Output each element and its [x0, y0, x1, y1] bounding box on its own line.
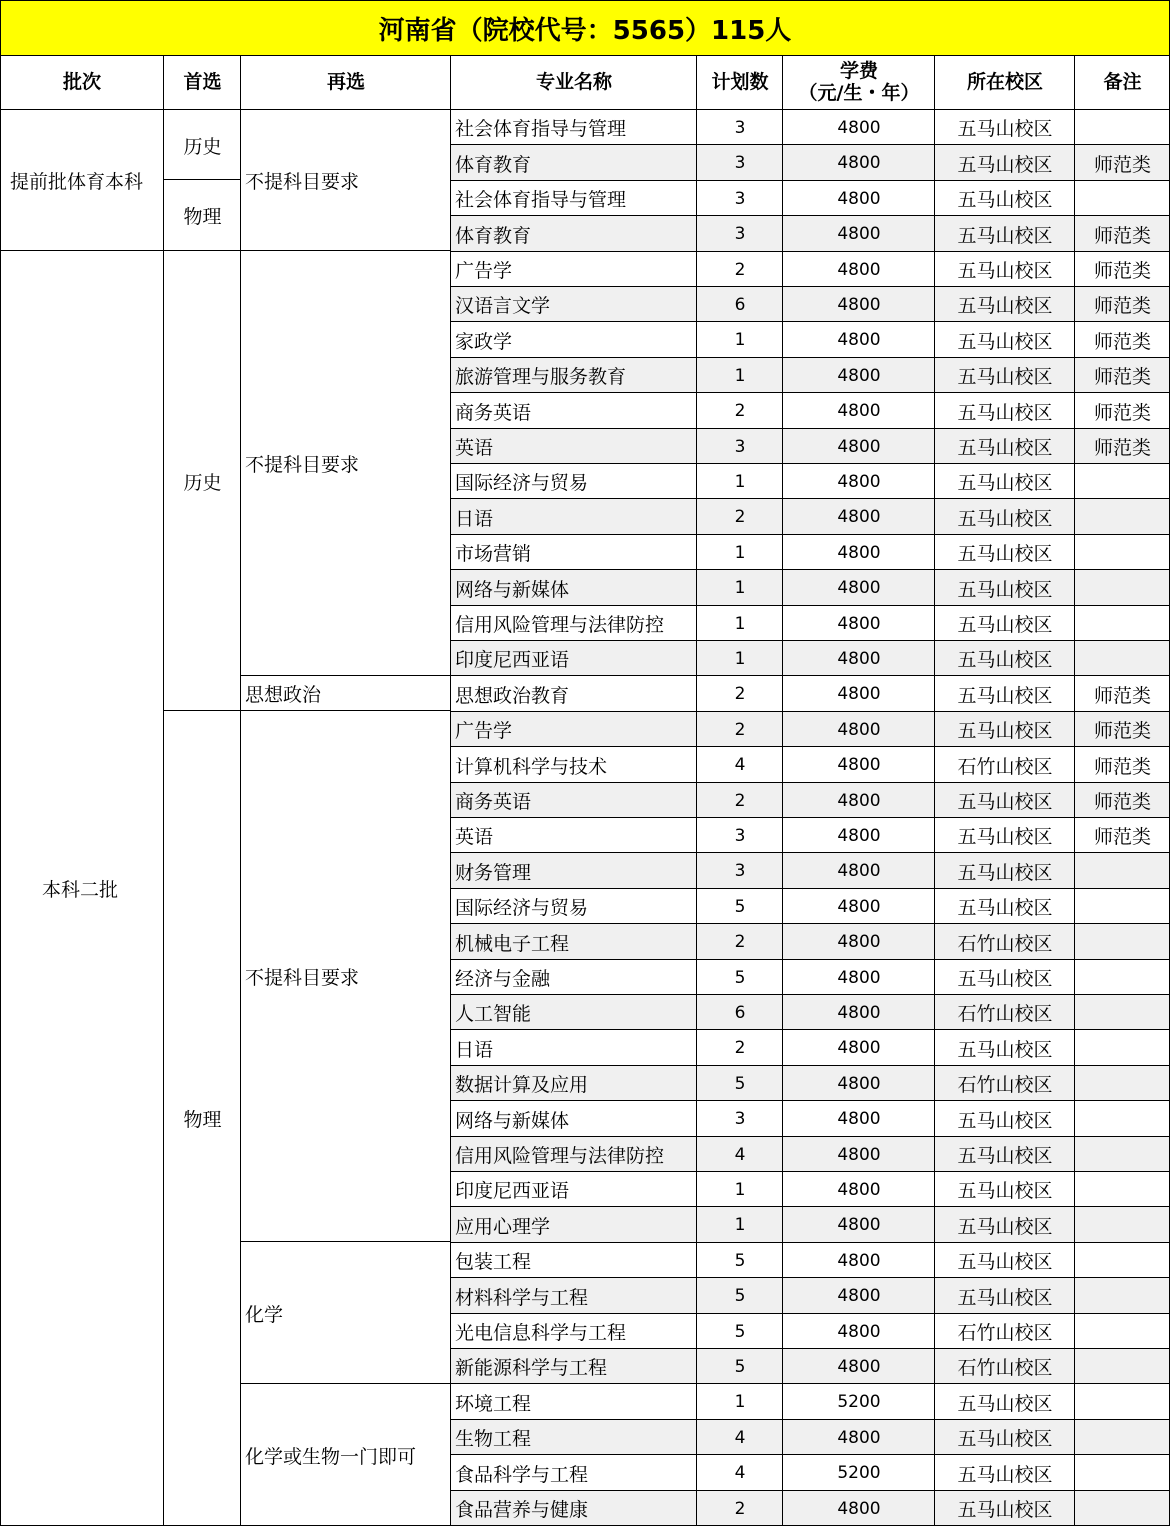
plan-cell: 3: [697, 216, 783, 252]
grid-line: [451, 144, 1170, 145]
grid-line: [451, 286, 1170, 287]
grid-line: [696, 56, 697, 1526]
campus-cell: 五马山校区: [957, 684, 1053, 707]
note-cell: 师范类: [1075, 145, 1170, 181]
fee-cell: 4800: [783, 783, 935, 818]
note-cell: [1075, 1384, 1170, 1420]
note-cell: [1075, 606, 1170, 641]
header-second-subject: 再选: [326, 71, 365, 94]
note-cell: 师范类: [1093, 684, 1151, 707]
plan-cell: 2: [734, 259, 746, 280]
grid-line: [0, 55, 1170, 56]
fee-cell: 5200: [837, 1392, 881, 1412]
major-cell: 财务管理: [451, 853, 697, 889]
grid-line: [451, 180, 1170, 181]
fee-cell: 4800: [837, 1321, 881, 1342]
note-cell: [1075, 1455, 1170, 1491]
second-subject-cell: 化学: [245, 1303, 284, 1326]
campus-cell: 石竹山校区: [935, 1349, 1075, 1384]
fee-cell: 4800: [783, 287, 935, 322]
campus-cell: 五马山校区: [957, 968, 1053, 990]
grid-line: [450, 56, 451, 1526]
grid-line: [451, 959, 1170, 960]
plan-cell: 3: [697, 853, 783, 889]
grid-line: [451, 215, 1170, 216]
header-major: 专业名称: [535, 71, 612, 94]
fee-cell: 4800: [783, 145, 935, 181]
major-cell: 光电信息科学与工程: [455, 1322, 627, 1344]
grid-line: [164, 710, 451, 711]
major-cell: 食品营养与健康: [451, 1491, 697, 1526]
grid-line: [451, 569, 1170, 570]
campus-cell: 五马山校区: [935, 499, 1075, 535]
header-fee-line1: 学费: [839, 60, 878, 83]
campus-cell: 五马山校区: [957, 897, 1053, 919]
grid-line: [451, 1277, 1170, 1278]
fee-cell: 4800: [837, 401, 881, 421]
note-cell: [1075, 535, 1170, 570]
grid-line: [163, 56, 164, 1526]
grid-line: [451, 1065, 1170, 1066]
campus-cell: 五马山校区: [935, 145, 1075, 181]
plan-cell: 5: [734, 1250, 746, 1271]
major-cell: 英语: [455, 826, 494, 848]
grid-line: [241, 1241, 451, 1242]
note-cell: [1075, 499, 1170, 535]
major-cell: 经济与金融: [455, 968, 551, 990]
campus-cell: 五马山校区: [935, 429, 1075, 464]
plan-cell: 1: [734, 1392, 746, 1412]
major-cell: 印度尼西亚语: [451, 641, 697, 676]
fee-cell: 4800: [783, 358, 935, 393]
grid-line: [451, 1348, 1170, 1349]
grid-line: [451, 994, 1170, 995]
fee-cell: 4800: [783, 1420, 935, 1455]
plan-cell: 2: [697, 499, 783, 535]
plan-cell: 5: [734, 896, 746, 917]
major-cell: 网络与新媒体: [455, 1109, 570, 1132]
fee-cell: 5200: [837, 1463, 881, 1483]
second-subject-cell: 思想政治: [245, 684, 322, 706]
campus-cell: 五马山校区: [957, 826, 1053, 848]
campus-cell: 五马山校区: [957, 118, 1053, 140]
fee-cell: 4800: [837, 684, 881, 704]
table-title: 河南省（院校代号：5565）115人: [0, 0, 1170, 56]
note-cell: 师范类: [1075, 429, 1170, 464]
grid-line: [451, 1206, 1170, 1207]
plan-cell: 3: [734, 825, 746, 846]
fee-cell: 4800: [837, 613, 881, 634]
grid-line: [241, 675, 451, 676]
plan-cell: 3: [734, 117, 746, 138]
grid-line: [451, 463, 1170, 464]
plan-cell: 3: [734, 188, 746, 209]
major-cell: 日语: [455, 1038, 494, 1061]
grid-line: [451, 1383, 1170, 1384]
plan-cell: 1: [734, 613, 746, 634]
campus-cell: 五马山校区: [935, 641, 1075, 676]
major-cell: 新能源科学与工程: [451, 1349, 697, 1384]
grid-line: [451, 498, 1170, 499]
major-cell: 网络与新媒体: [451, 570, 697, 606]
fee-cell: 4800: [783, 570, 935, 606]
campus-cell: 五马山校区: [957, 472, 1053, 494]
grid-line: [240, 56, 241, 1526]
fee-cell: 4800: [783, 1349, 935, 1384]
plan-cell: 4: [734, 755, 746, 775]
grid-line: [451, 888, 1170, 889]
fee-cell: 4800: [837, 755, 881, 775]
fee-cell: 4800: [837, 1250, 881, 1271]
plan-cell: 1: [734, 330, 746, 350]
fee-cell: 4800: [783, 429, 935, 464]
campus-cell: 五马山校区: [935, 287, 1075, 322]
fee-cell: 4800: [783, 995, 935, 1030]
grid-line: [451, 605, 1170, 606]
plan-cell: 3: [697, 429, 783, 464]
header-fee-line2: （元/生・年）: [798, 82, 920, 104]
campus-cell: 石竹山校区: [935, 995, 1075, 1030]
campus-cell: 五马山校区: [935, 1137, 1075, 1172]
note-cell: 师范类: [1075, 287, 1170, 322]
grid-line: [451, 251, 1170, 252]
major-cell: 材料科学与工程: [451, 1278, 697, 1314]
grid-line: [451, 1419, 1170, 1420]
major-cell: 包装工程: [455, 1251, 532, 1273]
campus-cell: 五马山校区: [957, 189, 1053, 211]
note-cell: [1075, 464, 1170, 499]
grid-line: [451, 746, 1170, 747]
fee-cell: 4800: [837, 542, 881, 563]
plan-cell: 2: [697, 1491, 783, 1526]
grid-line: [451, 357, 1170, 358]
first-subject-cell: 历史: [183, 471, 222, 494]
header-first-subject: 首选: [183, 71, 222, 94]
major-cell: 国际经济与贸易: [455, 472, 589, 494]
campus-cell: 五马山校区: [935, 1278, 1075, 1314]
fee-cell: 4800: [783, 499, 935, 535]
fee-cell: 4800: [837, 259, 881, 280]
campus-cell: 五马山校区: [957, 1109, 1053, 1132]
fee-cell: 4800: [837, 896, 881, 917]
plan-cell: 5: [697, 1066, 783, 1101]
header-batch: 批次: [62, 71, 101, 94]
note-cell: 师范类: [1093, 401, 1151, 424]
major-cell: 应用心理学: [451, 1207, 697, 1243]
major-cell: 广告学: [455, 260, 513, 282]
plan-cell: 2: [734, 684, 746, 704]
note-cell: [1075, 853, 1170, 889]
header-campus: 所在校区: [966, 71, 1043, 94]
plan-cell: 5: [734, 1321, 746, 1342]
note-cell: [1075, 641, 1170, 676]
major-cell: 生物工程: [451, 1420, 697, 1455]
fee-cell: 4800: [783, 924, 935, 960]
campus-cell: 五马山校区: [935, 783, 1075, 818]
grid-line: [451, 1100, 1170, 1101]
grid-line: [451, 1171, 1170, 1172]
plan-cell: 5: [697, 1349, 783, 1384]
note-cell: 师范类: [1093, 826, 1151, 848]
grid-line: [451, 675, 1170, 676]
grid-line: [451, 1490, 1170, 1491]
plan-cell: 2: [697, 783, 783, 818]
grid-line: [451, 1029, 1170, 1030]
campus-cell: 五马山校区: [957, 1392, 1053, 1415]
major-cell: 体育教育: [451, 216, 697, 252]
major-cell: 机械电子工程: [451, 924, 697, 960]
note-cell: [1075, 960, 1170, 995]
campus-cell: 五马山校区: [957, 1180, 1053, 1202]
grid-line: [451, 852, 1170, 853]
campus-cell: 石竹山校区: [957, 755, 1053, 778]
fee-cell: 4800: [783, 1066, 935, 1101]
fee-cell: 4800: [783, 216, 935, 252]
plan-cell: 1: [734, 1179, 746, 1200]
grid-line: [451, 534, 1170, 535]
grid-line: [0, 250, 451, 251]
major-cell: 汉语言文学: [451, 287, 697, 322]
grid-line: [451, 321, 1170, 322]
campus-cell: 五马山校区: [957, 614, 1053, 636]
major-cell: 广告学: [451, 712, 697, 747]
note-cell: 师范类: [1075, 216, 1170, 252]
major-cell: 英语: [451, 429, 697, 464]
major-cell: 日语: [451, 499, 697, 535]
major-cell: 信用风险管理与法律防控: [451, 1137, 697, 1172]
grid-line: [164, 179, 241, 180]
second-subject-cell: 化学或生物一门即可: [245, 1445, 417, 1468]
plan-cell: 5: [734, 967, 746, 988]
campus-cell: 五马山校区: [935, 358, 1075, 393]
fee-cell: 4800: [783, 641, 935, 676]
note-cell: [1075, 924, 1170, 960]
fee-cell: 4800: [837, 330, 881, 350]
plan-cell: 6: [697, 995, 783, 1030]
grid-line: [451, 711, 1170, 712]
campus-cell: 石竹山校区: [957, 1322, 1053, 1344]
note-cell: [1075, 1137, 1170, 1172]
grid-line: [0, 109, 1170, 110]
note-cell: [1075, 1066, 1170, 1101]
note-cell: [1075, 1101, 1170, 1137]
note-cell: [1075, 1030, 1170, 1066]
second-subject-cell: 不提科目要求: [245, 454, 360, 476]
major-cell: 家政学: [455, 330, 513, 353]
grid-line: [451, 392, 1170, 393]
major-cell: 社会体育指导与管理: [455, 118, 627, 140]
plan-cell: 1: [697, 1207, 783, 1243]
major-cell: 思想政治教育: [455, 684, 570, 707]
grid-line: [451, 1242, 1170, 1243]
major-cell: 商务英语: [451, 783, 697, 818]
plan-cell: 2: [697, 924, 783, 960]
grid-line: [0, 0, 1, 56]
first-subject-cell: 物理: [183, 206, 222, 228]
plan-cell: 3: [734, 1109, 746, 1129]
campus-cell: 石竹山校区: [935, 1066, 1075, 1101]
campus-cell: 五马山校区: [957, 1463, 1053, 1486]
plan-cell: 1: [734, 471, 746, 492]
second-subject-cell: 不提科目要求: [245, 171, 360, 193]
campus-cell: 石竹山校区: [935, 924, 1075, 960]
fee-cell: 4800: [837, 825, 881, 846]
grid-line: [451, 923, 1170, 924]
fee-cell: 4800: [783, 712, 935, 747]
fee-cell: 4800: [783, 1278, 935, 1314]
note-cell: 师范类: [1093, 330, 1151, 353]
fee-cell: 4800: [837, 1179, 881, 1200]
first-subject-cell: 物理: [183, 1109, 222, 1131]
grid-line: [451, 428, 1170, 429]
major-cell: 食品科学与工程: [455, 1463, 589, 1486]
fee-cell: 4800: [837, 967, 881, 988]
header-fee: [783, 56, 935, 110]
major-cell: 信用风险管理与法律防控: [455, 614, 665, 636]
header-note: 备注: [1103, 71, 1142, 94]
plan-cell: 1: [697, 641, 783, 676]
grid-line: [451, 1136, 1170, 1137]
plan-cell: 4: [734, 1463, 746, 1483]
header-plan: 计划数: [711, 71, 769, 94]
campus-cell: 五马山校区: [957, 401, 1053, 424]
campus-cell: 五马山校区: [935, 570, 1075, 606]
batch-cell: 提前批体育本科: [10, 171, 144, 193]
campus-cell: 五马山校区: [957, 1251, 1053, 1273]
fee-cell: 4800: [783, 853, 935, 889]
plan-cell: 4: [697, 1137, 783, 1172]
note-cell: [1075, 1243, 1170, 1278]
grid-line: [934, 56, 935, 1526]
grid-line: [241, 1383, 451, 1384]
major-cell: 商务英语: [455, 401, 532, 424]
plan-cell: 1: [697, 570, 783, 606]
grid-line: [451, 1313, 1170, 1314]
plan-cell: 2: [734, 401, 746, 421]
fee-cell: 4800: [837, 188, 881, 209]
grid-line: [0, 0, 1170, 1]
note-cell: [1075, 1491, 1170, 1526]
campus-cell: 五马山校区: [957, 543, 1053, 565]
campus-cell: 五马山校区: [957, 260, 1053, 282]
plan-cell: 6: [697, 287, 783, 322]
major-cell: 旅游管理与服务教育: [451, 358, 697, 393]
fee-cell: 4800: [783, 1207, 935, 1243]
note-cell: [1075, 570, 1170, 606]
plan-cell: 3: [697, 145, 783, 181]
plan-cell: 2: [734, 1038, 746, 1058]
plan-cell: 5: [697, 1278, 783, 1314]
note-cell: 师范类: [1075, 358, 1170, 393]
grid-line: [0, 56, 1, 1526]
note-cell: [1075, 889, 1170, 924]
campus-cell: 五马山校区: [935, 1207, 1075, 1243]
batch-cell: 本科二批: [42, 879, 119, 901]
grid-line: [451, 640, 1170, 641]
note-cell: 师范类: [1093, 755, 1151, 778]
note-cell: [1075, 181, 1170, 216]
campus-cell: 五马山校区: [957, 330, 1053, 353]
note-cell: 师范类: [1075, 712, 1170, 747]
grid-line: [1074, 56, 1075, 1526]
major-cell: 环境工程: [455, 1392, 532, 1415]
campus-cell: 五马山校区: [935, 216, 1075, 252]
fee-cell: 4800: [837, 117, 881, 138]
plan-cell: 2: [697, 712, 783, 747]
note-cell: [1075, 995, 1170, 1030]
plan-cell: 1: [734, 542, 746, 563]
campus-cell: 五马山校区: [935, 1491, 1075, 1526]
fee-cell: 4800: [783, 1491, 935, 1526]
note-cell: 师范类: [1093, 260, 1151, 282]
note-cell: [1075, 1278, 1170, 1314]
note-cell: [1075, 1172, 1170, 1207]
fee-cell: 4800: [837, 1038, 881, 1058]
major-cell: 体育教育: [451, 145, 697, 181]
campus-cell: 五马山校区: [957, 1038, 1053, 1061]
fee-cell: 4800: [837, 1109, 881, 1129]
note-cell: [1075, 1349, 1170, 1384]
major-cell: 市场营销: [455, 543, 532, 565]
grid-line: [451, 1454, 1170, 1455]
second-subject-cell: 不提科目要求: [245, 967, 360, 989]
major-cell: 国际经济与贸易: [455, 897, 589, 919]
note-cell: 师范类: [1075, 783, 1170, 818]
note-cell: [1075, 110, 1170, 145]
grid-line: [782, 56, 783, 1526]
major-cell: 计算机科学与技术: [455, 755, 608, 778]
grid-line: [451, 817, 1170, 818]
campus-cell: 五马山校区: [935, 1420, 1075, 1455]
grid-line: [451, 782, 1170, 783]
campus-cell: 五马山校区: [935, 853, 1075, 889]
fee-cell: 4800: [837, 471, 881, 492]
note-cell: [1075, 1207, 1170, 1243]
plan-cell: 4: [697, 1420, 783, 1455]
major-cell: 数据计算及应用: [451, 1066, 697, 1101]
major-cell: 印度尼西亚语: [455, 1180, 570, 1202]
note-cell: [1075, 1314, 1170, 1349]
major-cell: 人工智能: [451, 995, 697, 1030]
plan-cell: 1: [697, 358, 783, 393]
first-subject-cell: 历史: [183, 135, 222, 158]
major-cell: 社会体育指导与管理: [455, 189, 627, 211]
fee-cell: 4800: [783, 1137, 935, 1172]
campus-cell: 五马山校区: [935, 712, 1075, 747]
note-cell: [1075, 1420, 1170, 1455]
